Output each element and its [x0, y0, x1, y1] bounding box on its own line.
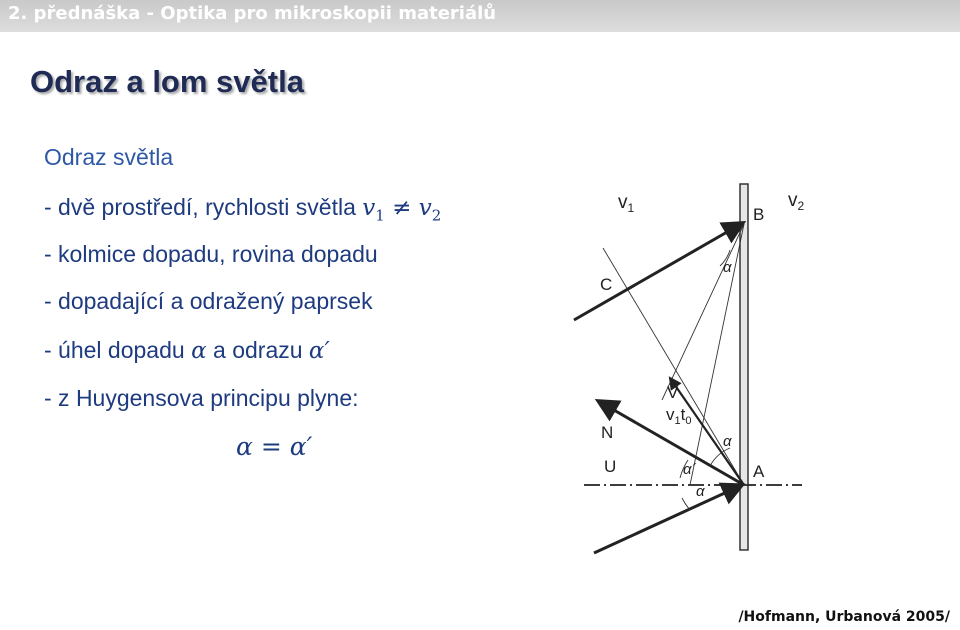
bullet-speeds-text: - dvě prostředí, rychlosti světla — [44, 194, 356, 220]
label-b: B — [753, 205, 765, 224]
label-a: A — [753, 462, 765, 481]
bullet-rays: - dopadající a odražený paprsek — [44, 288, 373, 314]
alpha-symbol: α — [191, 338, 207, 364]
label-alpha-bottom: α — [696, 483, 705, 500]
label-alpha-mid: α — [723, 433, 732, 450]
label-alpha-prime: α´ — [683, 461, 697, 478]
alpha-prime-symbol: α′ — [308, 338, 330, 364]
reflection-law-equation: α = α′ — [236, 432, 313, 461]
bullet-normal: - kolmice dopadu, rovina dopadu — [44, 241, 378, 267]
header-bar — [0, 0, 960, 32]
header-title: 2. přednáška - Optika pro mikroskopii materiálů — [8, 3, 497, 24]
label-alpha-top: α — [723, 259, 732, 276]
label-n: N — [601, 423, 614, 442]
speed-inequality: $v_1 \ne v_2$ — [362, 195, 442, 225]
angle-arc-bottom — [682, 498, 690, 510]
label-v1: $v_1$ — [618, 192, 635, 215]
incident-ray-upper — [574, 224, 741, 320]
construction-line-b-v — [662, 224, 744, 400]
wavelet-radius-arrow — [670, 378, 744, 485]
reflection-diagram — [570, 178, 820, 558]
bullet-speeds — [44, 194, 441, 225]
bullet-angles-prefix: - úhel dopadu — [44, 337, 185, 363]
citation: /Hofmann, Urbanová 2005/ — [738, 609, 950, 625]
incident-ray-lower — [594, 486, 740, 553]
label-v1t0: $v_1t_0$ — [666, 405, 692, 427]
label-v: V — [667, 383, 679, 402]
bullet-angles — [44, 337, 330, 364]
section-subtitle: Odraz světla — [44, 144, 174, 170]
label-c: C — [600, 275, 613, 294]
label-v2: $v_2$ — [788, 190, 805, 213]
bullet-huygens: - z Huygensova principu plyne: — [44, 385, 359, 411]
label-u: U — [604, 457, 617, 476]
bullet-angles-mid: a odrazu — [213, 337, 303, 363]
slide-title: Odraz a lom světla — [30, 64, 304, 99]
